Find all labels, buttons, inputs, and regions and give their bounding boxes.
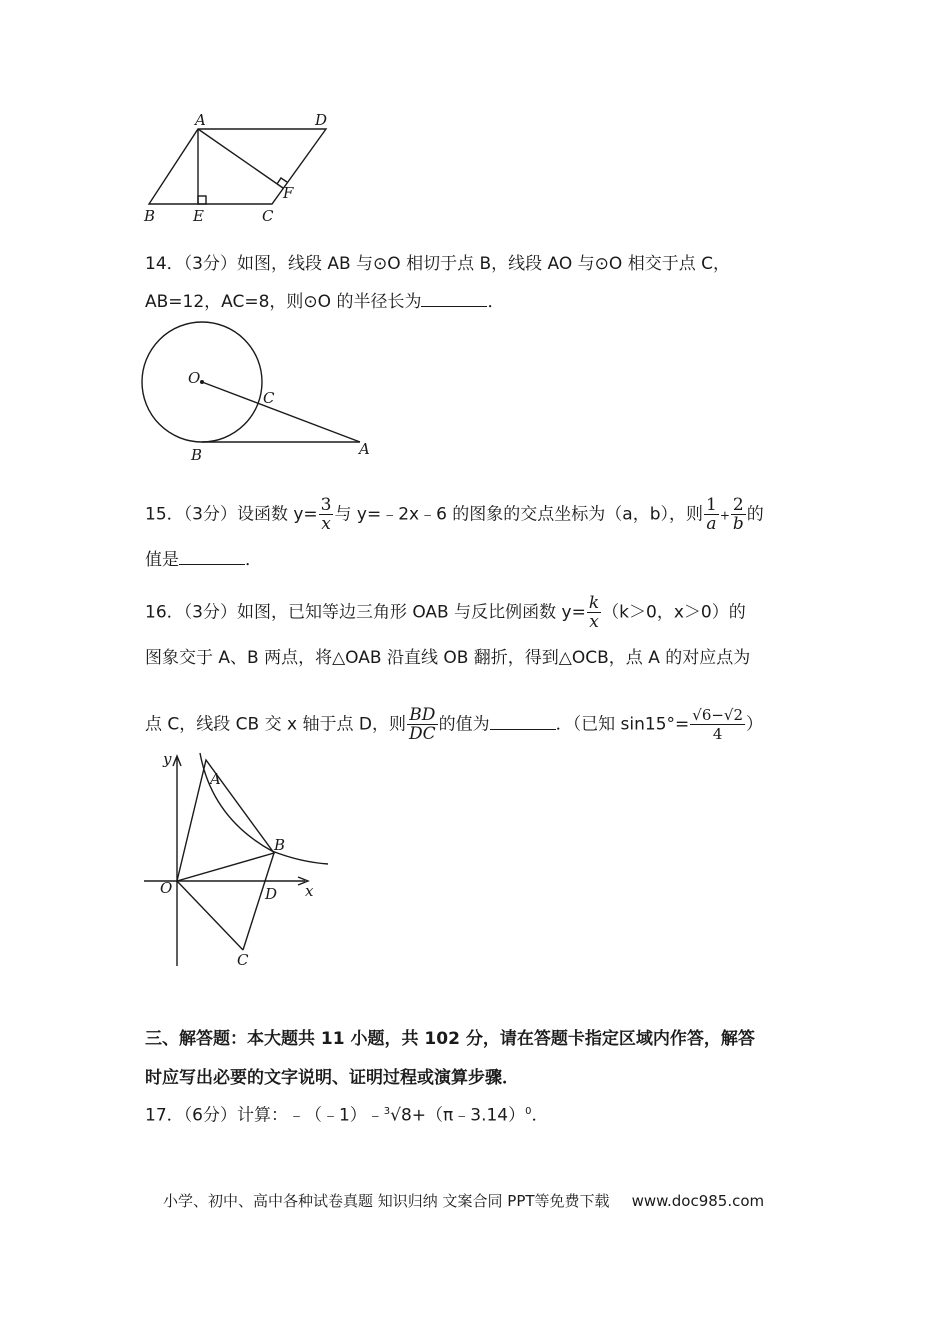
q17-end: ． — [531, 1105, 549, 1126]
q16-line3-prefix: 点 C，线段 CB 交 x 轴于点 D，则 — [145, 714, 406, 735]
q15-f1-den: x — [321, 514, 331, 534]
label-D: D — [265, 885, 278, 903]
fraction-bd-over-dc — [407, 706, 438, 743]
q16-suffix: （k＞0，x＞0）的 — [602, 602, 746, 623]
answer-blank-16 — [490, 713, 556, 730]
q15-line2-text: 值是 — [145, 550, 179, 570]
label-O: O — [160, 879, 173, 897]
q17-prefix: 17．（6分）计算：﹣（﹣1）﹣ — [145, 1105, 384, 1126]
page-footer — [163, 1190, 764, 1211]
label-O: O — [188, 369, 201, 387]
q15-prefix: 15．（3分）设函数 y= — [145, 504, 318, 525]
label-C: C — [263, 389, 275, 407]
q15-end: ． — [245, 550, 262, 570]
q14-line1: 14．（3分）如图，线段 AB 与⊙O 相切于点 B，线段 AO 与⊙O 相交于点 C， — [145, 254, 730, 274]
q16-f1-num: k — [588, 593, 600, 613]
label-A: A — [359, 440, 370, 458]
q17-middle: +（π﹣3.14） — [411, 1105, 526, 1126]
q17-root-index: 3 — [383, 1106, 391, 1117]
answer-blank-14 — [421, 290, 487, 307]
label-F: F — [283, 184, 294, 202]
figure-parallelogram — [140, 108, 340, 228]
q16-line3 — [145, 706, 763, 743]
q17-line — [145, 1100, 549, 1128]
figure-circle-tangent — [135, 318, 385, 468]
label-C: C — [262, 207, 274, 225]
fraction-3-over-x — [319, 496, 334, 533]
label-B: B — [144, 207, 156, 225]
label-C: C — [237, 951, 249, 969]
fraction-k-over-x — [587, 594, 601, 631]
answer-blank-15 — [179, 548, 245, 565]
q16-line2: 图象交于 A、B 两点，将△OAB 沿直线 OB 翻折，得到△OCB，点 A 的对应点为 — [145, 648, 751, 668]
label-x: x — [305, 882, 314, 900]
q15-middle: 与 y=﹣2x﹣6 的图象的交点坐标为（a，b），则 — [334, 504, 703, 525]
q15-f2-den: a — [706, 514, 717, 534]
q15-line1 — [145, 496, 764, 533]
q16-line3-end: ．（已知 sin15°= — [555, 714, 690, 735]
q15-f2-num: 1 — [706, 495, 717, 515]
q16-f3-num: √6−√2 — [692, 706, 744, 724]
q15-line2 — [145, 548, 262, 572]
q17-radicand: √8 — [390, 1105, 412, 1126]
label-E: E — [193, 207, 204, 225]
section3-line2: 时应写出必要的文字说明、证明过程或演算步骤． — [145, 1068, 519, 1088]
label-A: A — [195, 111, 206, 129]
label-B: B — [274, 836, 286, 854]
q16-f2-num: BD — [407, 706, 438, 725]
q16-line1 — [145, 594, 746, 631]
q16-f3-den: 4 — [712, 725, 723, 743]
q16-f1-den: x — [589, 612, 599, 632]
fraction-2-over-b — [731, 496, 746, 533]
q16-line3-mid: 的值为 — [438, 714, 490, 735]
section3-line1: 三、解答题：本大题共 11 小题，共 102 分，请在答题卡指定区域内作答，解答 — [145, 1029, 755, 1049]
figure-coordinate-triangle — [140, 748, 340, 973]
q16-f2-den: DC — [408, 724, 436, 744]
fraction-sin15 — [690, 706, 745, 743]
q14-line2 — [145, 290, 504, 314]
q16-prefix: 16．（3分）如图，已知等边三角形 OAB 与反比例函数 y= — [145, 602, 586, 623]
q15-suffix: 的 — [746, 504, 764, 525]
q15-f1-num: 3 — [320, 495, 332, 515]
q15-f3-num: 2 — [731, 496, 746, 515]
label-B: B — [191, 446, 203, 464]
q14-end: ． — [487, 292, 505, 312]
q15-plus: + — [719, 508, 730, 523]
label-y: y — [163, 750, 172, 768]
fraction-1-over-a — [704, 496, 719, 533]
footer-text: 小学、初中、高中各种试卷真题 知识归纳 文案合同 PPT等免费下载 — [163, 1192, 610, 1210]
label-D: D — [315, 111, 328, 129]
label-A: A — [210, 770, 221, 788]
q17-exponent: 0 — [525, 1106, 532, 1117]
q15-f3-den: b — [732, 514, 744, 534]
footer-site: www.doc985.com — [631, 1192, 765, 1210]
q16-line3-close: ） — [746, 714, 764, 735]
q14-line2-text: AB=12，AC=8，则⊙O 的半径长为 — [145, 292, 422, 312]
